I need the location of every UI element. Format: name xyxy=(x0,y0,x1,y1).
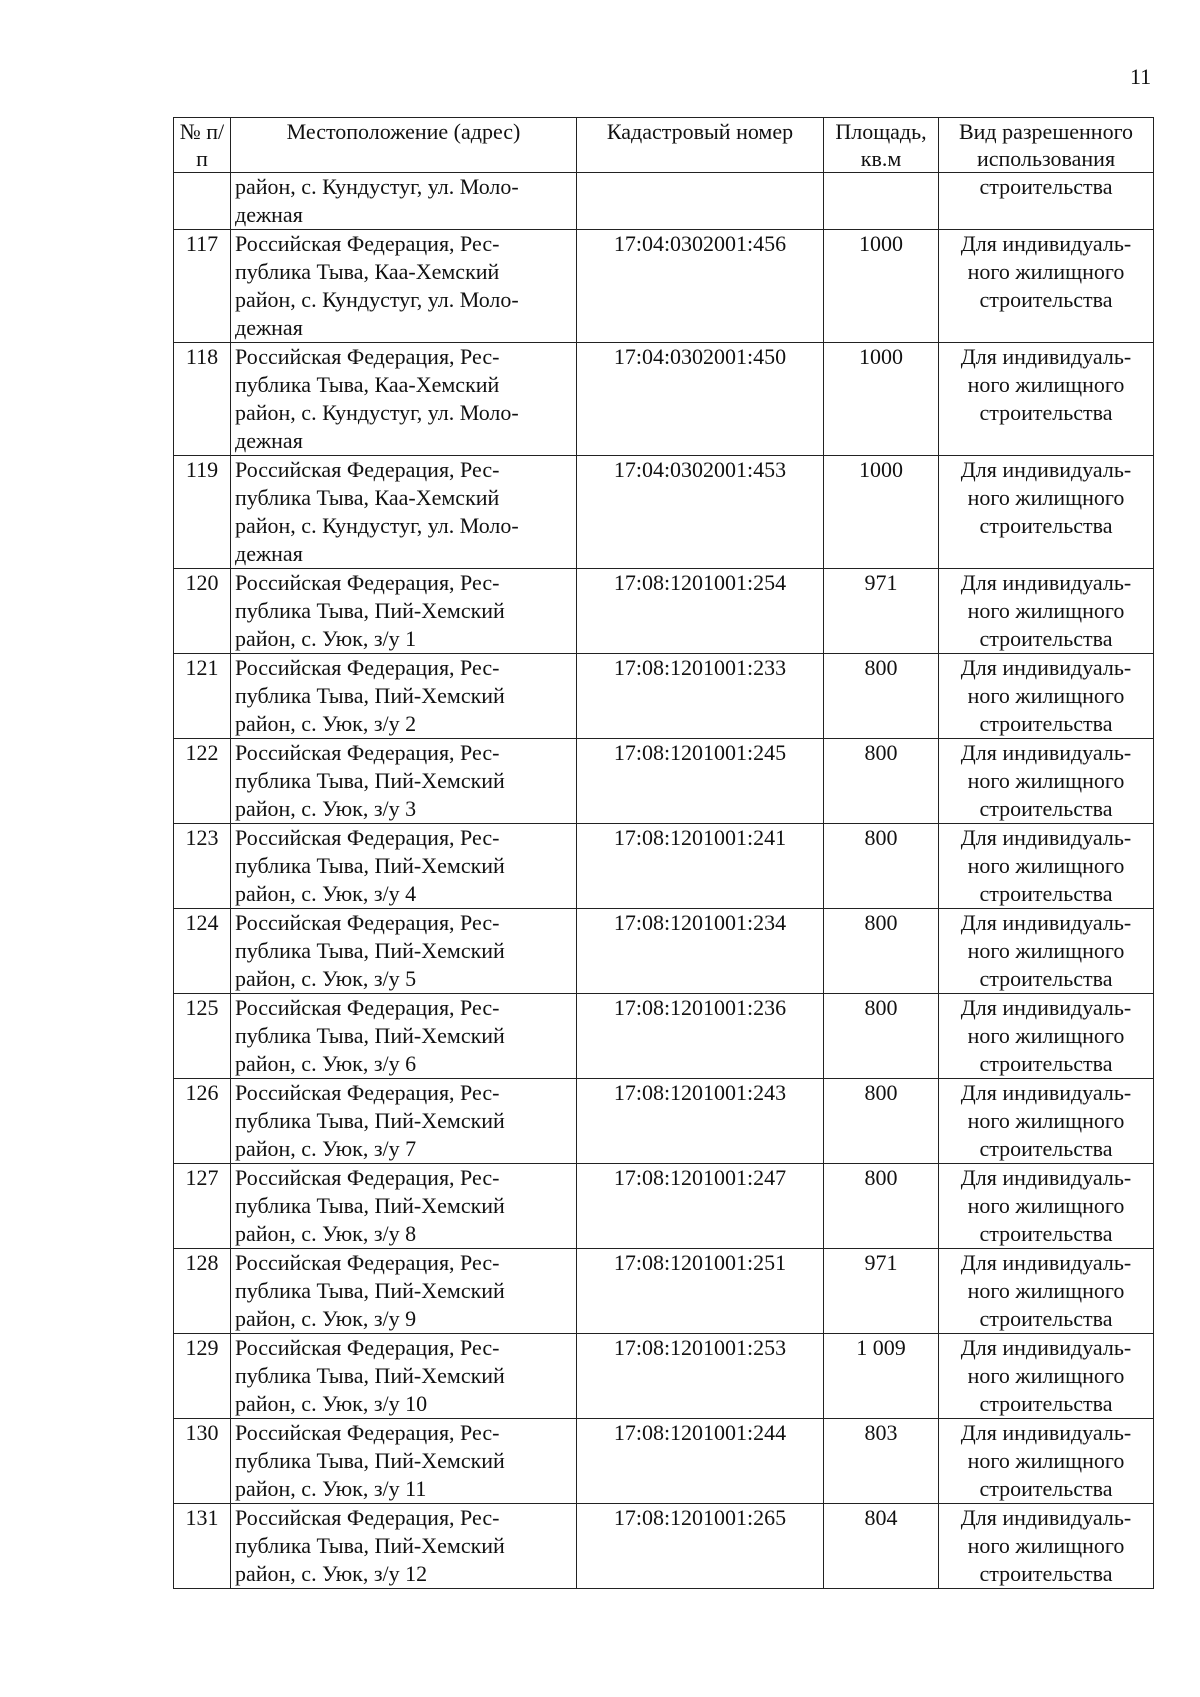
table-header xyxy=(174,118,1154,173)
cell-area: 1 009 xyxy=(824,1334,939,1419)
cell-num xyxy=(174,173,231,230)
cell-cadastral: 17:08:1201001:244 xyxy=(577,1419,824,1504)
cell-address: Российская Федерация, Рес- публика Тыва, Пий-Хемский район, с. Уюк, з/у 4 xyxy=(231,824,577,909)
header-use: Вид разрешенного использования xyxy=(939,118,1154,173)
cell-area: 800 xyxy=(824,739,939,824)
cell-cadastral: 17:08:1201001:241 xyxy=(577,824,824,909)
cell-cadastral: 17:08:1201001:247 xyxy=(577,1164,824,1249)
table-row xyxy=(174,1334,1154,1419)
table-row xyxy=(174,654,1154,739)
continuation-row xyxy=(174,173,1154,230)
cell-area: 1000 xyxy=(824,343,939,456)
cell-cadastral: 17:08:1201001:254 xyxy=(577,569,824,654)
header-row xyxy=(174,118,1154,173)
page-number: 11 xyxy=(1130,64,1152,89)
cell-num: 122 xyxy=(174,739,231,824)
cell-address: Российская Федерация, Рес- публика Тыва, Пий-Хемский район, с. Уюк, з/у 1 xyxy=(231,569,577,654)
cell-num: 119 xyxy=(174,456,231,569)
cell-use: Для индивидуаль- ного жилищного строительства xyxy=(939,343,1154,456)
cell-address: Российская Федерация, Рес- публика Тыва, Пий-Хемский район, с. Уюк, з/у 6 xyxy=(231,994,577,1079)
cell-cadastral: 17:08:1201001:245 xyxy=(577,739,824,824)
cell-use: строительства xyxy=(939,173,1154,230)
cell-use: Для индивидуаль- ного жилищного строительства xyxy=(939,1164,1154,1249)
table-row xyxy=(174,1504,1154,1589)
cell-use: Для индивидуаль- ного жилищного строительства xyxy=(939,654,1154,739)
cell-num: 130 xyxy=(174,1419,231,1504)
cell-num: 120 xyxy=(174,569,231,654)
cell-cadastral: 17:08:1201001:234 xyxy=(577,909,824,994)
cell-address: Российская Федерация, Рес- публика Тыва, Пий-Хемский район, с. Уюк, з/у 3 xyxy=(231,739,577,824)
land-plots-table xyxy=(173,117,1154,1589)
cell-use: Для индивидуаль- ного жилищного строительства xyxy=(939,909,1154,994)
cell-address: Российская Федерация, Рес- публика Тыва, Пий-Хемский район, с. Уюк, з/у 8 xyxy=(231,1164,577,1249)
cell-use: Для индивидуаль- ного жилищного строительства xyxy=(939,456,1154,569)
cell-address: Российская Федерация, Рес- публика Тыва, Пий-Хемский район, с. Уюк, з/у 7 xyxy=(231,1079,577,1164)
cell-use: Для индивидуаль- ного жилищного строительства xyxy=(939,1504,1154,1589)
cell-cadastral: 17:08:1201001:253 xyxy=(577,1334,824,1419)
cell-use: Для индивидуаль- ного жилищного строительства xyxy=(939,1249,1154,1334)
cell-area xyxy=(824,173,939,230)
cell-cadastral: 17:08:1201001:243 xyxy=(577,1079,824,1164)
cell-num: 131 xyxy=(174,1504,231,1589)
cell-area: 804 xyxy=(824,1504,939,1589)
cell-use: Для индивидуаль- ного жилищного строительства xyxy=(939,1419,1154,1504)
cell-area: 1000 xyxy=(824,456,939,569)
cell-area: 800 xyxy=(824,994,939,1079)
cell-use: Для индивидуаль- ного жилищного строительства xyxy=(939,994,1154,1079)
header-area: Площадь, кв.м xyxy=(824,118,939,173)
cell-address: Российская Федерация, Рес- публика Тыва, Пий-Хемский район, с. Уюк, з/у 12 xyxy=(231,1504,577,1589)
cell-area: 971 xyxy=(824,1249,939,1334)
cell-cadastral: 17:08:1201001:251 xyxy=(577,1249,824,1334)
table-row xyxy=(174,994,1154,1079)
table-row xyxy=(174,456,1154,569)
cell-cadastral: 17:04:0302001:450 xyxy=(577,343,824,456)
cell-cadastral: 17:08:1201001:233 xyxy=(577,654,824,739)
cell-use: Для индивидуаль- ного жилищного строительства xyxy=(939,1079,1154,1164)
cell-num: 118 xyxy=(174,343,231,456)
cell-num: 123 xyxy=(174,824,231,909)
cell-num: 117 xyxy=(174,230,231,343)
cell-use: Для индивидуаль- ного жилищного строительства xyxy=(939,739,1154,824)
table-row xyxy=(174,739,1154,824)
cell-address: Российская Федерация, Рес- публика Тыва, Каа-Хемский район, с. Кундустуг, ул. Моло- дежная xyxy=(231,343,577,456)
table-body xyxy=(174,173,1154,1589)
cell-area: 1000 xyxy=(824,230,939,343)
cell-area: 803 xyxy=(824,1419,939,1504)
table-row xyxy=(174,343,1154,456)
cell-address: Российская Федерация, Рес- публика Тыва, Каа-Хемский район, с. Кундустуг, ул. Моло- дежная xyxy=(231,230,577,343)
cell-num: 126 xyxy=(174,1079,231,1164)
header-cadastral: Кадастровый номер xyxy=(577,118,824,173)
cell-area: 800 xyxy=(824,1164,939,1249)
cell-num: 129 xyxy=(174,1334,231,1419)
cell-address: Российская Федерация, Рес- публика Тыва, Пий-Хемский район, с. Уюк, з/у 5 xyxy=(231,909,577,994)
cell-use: Для индивидуаль- ного жилищного строительства xyxy=(939,824,1154,909)
cell-area: 800 xyxy=(824,909,939,994)
cell-use: Для индивидуаль- ного жилищного строительства xyxy=(939,1334,1154,1419)
table-row xyxy=(174,824,1154,909)
header-address: Местоположение (адрес) xyxy=(231,118,577,173)
table-row xyxy=(174,1249,1154,1334)
cell-area: 971 xyxy=(824,569,939,654)
header-num: № п/п xyxy=(174,118,231,173)
cell-cadastral: 17:04:0302001:456 xyxy=(577,230,824,343)
table-row xyxy=(174,1164,1154,1249)
table-row xyxy=(174,230,1154,343)
cell-area: 800 xyxy=(824,1079,939,1164)
cell-use: Для индивидуаль- ного жилищного строительства xyxy=(939,230,1154,343)
cell-address: Российская Федерация, Рес- публика Тыва, Пий-Хемский район, с. Уюк, з/у 10 xyxy=(231,1334,577,1419)
cell-num: 125 xyxy=(174,994,231,1079)
table-row xyxy=(174,1419,1154,1504)
cell-cadastral xyxy=(577,173,824,230)
cell-num: 124 xyxy=(174,909,231,994)
cell-num: 127 xyxy=(174,1164,231,1249)
cell-address: Российская Федерация, Рес- публика Тыва, Каа-Хемский район, с. Кундустуг, ул. Моло- дежная xyxy=(231,456,577,569)
cell-cadastral: 17:08:1201001:236 xyxy=(577,994,824,1079)
cell-area: 800 xyxy=(824,654,939,739)
cell-area: 800 xyxy=(824,824,939,909)
cell-cadastral: 17:04:0302001:453 xyxy=(577,456,824,569)
cell-num: 121 xyxy=(174,654,231,739)
table-row xyxy=(174,1079,1154,1164)
table-row xyxy=(174,909,1154,994)
cell-address: район, с. Кундустуг, ул. Моло- дежная xyxy=(231,173,577,230)
cell-address: Российская Федерация, Рес- публика Тыва, Пий-Хемский район, с. Уюк, з/у 11 xyxy=(231,1419,577,1504)
cell-address: Российская Федерация, Рес- публика Тыва, Пий-Хемский район, с. Уюк, з/у 9 xyxy=(231,1249,577,1334)
table-row xyxy=(174,569,1154,654)
cell-use: Для индивидуаль- ного жилищного строительства xyxy=(939,569,1154,654)
cell-cadastral: 17:08:1201001:265 xyxy=(577,1504,824,1589)
cell-num: 128 xyxy=(174,1249,231,1334)
cell-address: Российская Федерация, Рес- публика Тыва, Пий-Хемский район, с. Уюк, з/у 2 xyxy=(231,654,577,739)
